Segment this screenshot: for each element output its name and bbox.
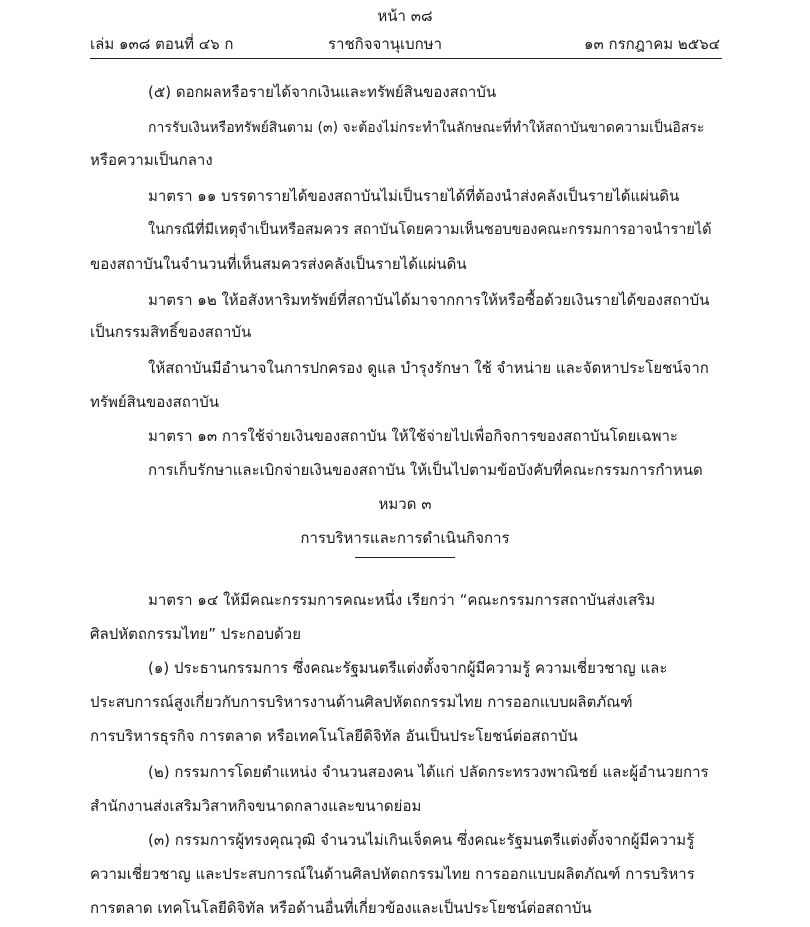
paragraph-line: ความเชี่ยวชาญ และประสบการณ์ในด้านศิลปหัตถกรรมไทย การออกแบบผลิตภัณฑ์ การบริหาร	[90, 865, 695, 883]
paragraph-line: ประสบการณ์สูงเกี่ยวกับการบริหารงานด้านศิลปหัตถกรรมไทย การออกแบบผลิตภัณฑ์	[90, 693, 633, 711]
section-12-line: มาตรา ๑๒ ให้อสังหาริมทรัพย์ที่สถาบันได้มาจากการให้หรือซื้อด้วยเงินรายได้ของสถาบัน	[148, 291, 710, 309]
paragraph-line: ของสถาบันในจำนวนที่เห็นสมควรส่งคลังเป็นรายได้แผ่นดิน	[90, 255, 467, 273]
paragraph-line: การบริหารธุรกิจ การตลาด หรือเทคโนโลยีดิจิทัล อันเป็นประโยชน์ต่อสถาบัน	[90, 727, 578, 745]
header-divider	[90, 58, 722, 59]
paragraph-line: การรับเงินหรือทรัพย์สินตาม (๓) จะต้องไม่กระทำในลักษณะที่ทำให้สถาบันขาดความเป็นอิสระ	[148, 120, 705, 136]
chapter-title: การบริหารและการดำเนินกิจการ	[300, 529, 510, 547]
paragraph-line: (๒) กรรมการโดยตำแหน่ง จำนวนสองคน ได้แก่ ปลัดกระทรวงพาณิชย์ และผู้อำนวยการ	[148, 763, 709, 781]
paragraph-line: เป็นกรรมสิทธิ์ของสถาบัน	[90, 323, 252, 341]
volume-issue: เล่ม ๑๓๘ ตอนที่ ๔๖ ก	[90, 35, 234, 53]
paragraph-line: (๓) กรรมการผู้ทรงคุณวุฒิ จำนวนไม่เกินเจ็ดคน ซึ่งคณะรัฐมนตรีแต่งตั้งจากผู้มีความรู้	[148, 831, 695, 849]
paragraph-line: การเก็บรักษาและเบิกจ่ายเงินของสถาบัน ให้เป็นไปตามข้อบังคับที่คณะกรรมการกำหนด	[148, 461, 703, 479]
paragraph-line: (๑) ประธานกรรมการ ซึ่งคณะรัฐมนตรีแต่งตั้งจากผู้มีความรู้ ความเชี่ยวชาญ และ	[148, 659, 668, 677]
paragraph-line: สำนักงานส่งเสริมวิสาหกิจขนาดกลางและขนาดย่อม	[90, 797, 422, 815]
paragraph-line: หรือความเป็นกลาง	[90, 151, 213, 169]
paragraph-line: ศิลปหัตถกรรมไทย” ประกอบด้วย	[90, 625, 301, 643]
header-row	[90, 32, 720, 54]
paragraph-line: (๕) ดอกผลหรือรายได้จากเงินและทรัพย์สินของสถาบัน	[148, 83, 497, 101]
chapter-number: หมวด ๓	[378, 495, 432, 513]
page-number: หน้า ๓๘	[377, 7, 433, 25]
paragraph-line: ในกรณีที่มีเหตุจำเป็นหรือสมควร สถาบันโดยความเห็นชอบของคณะกรรมการอาจนำรายได้	[148, 222, 712, 238]
gazette-title: ราชกิจจานุเบกษา	[328, 35, 443, 53]
section-11-line: มาตรา ๑๑ บรรดารายได้ของสถาบันไม่เป็นรายได้ที่ต้องนำส่งคลังเป็นรายได้แผ่นดิน	[148, 187, 680, 205]
section-13-line: มาตรา ๑๓ การใช้จ่ายเงินของสถาบัน ให้ใช้จ่ายไปเพื่อกิจการของสถาบันโดยเฉพาะ	[148, 427, 678, 445]
chapter-divider	[355, 557, 455, 558]
paragraph-line: ให้สถาบันมีอำนาจในการปกครอง ดูแล บำรุงรักษา ใช้ จำหน่าย และจัดหาประโยชน์จาก	[148, 359, 709, 377]
paragraph-line: การตลาด เทคโนโลยีดิจิทัล หรือด้านอื่นที่เกี่ยวข้องและเป็นประโยชน์ต่อสถาบัน	[90, 899, 592, 917]
section-14-line: มาตรา ๑๔ ให้มีคณะกรรมการคณะหนึ่ง เรียกว่า “คณะกรรมการสถาบันส่งเสริม	[148, 591, 656, 609]
publication-date: ๑๓ กรกฎาคม ๒๕๖๔	[583, 35, 720, 53]
paragraph-line: ทรัพย์สินของสถาบัน	[90, 393, 220, 411]
